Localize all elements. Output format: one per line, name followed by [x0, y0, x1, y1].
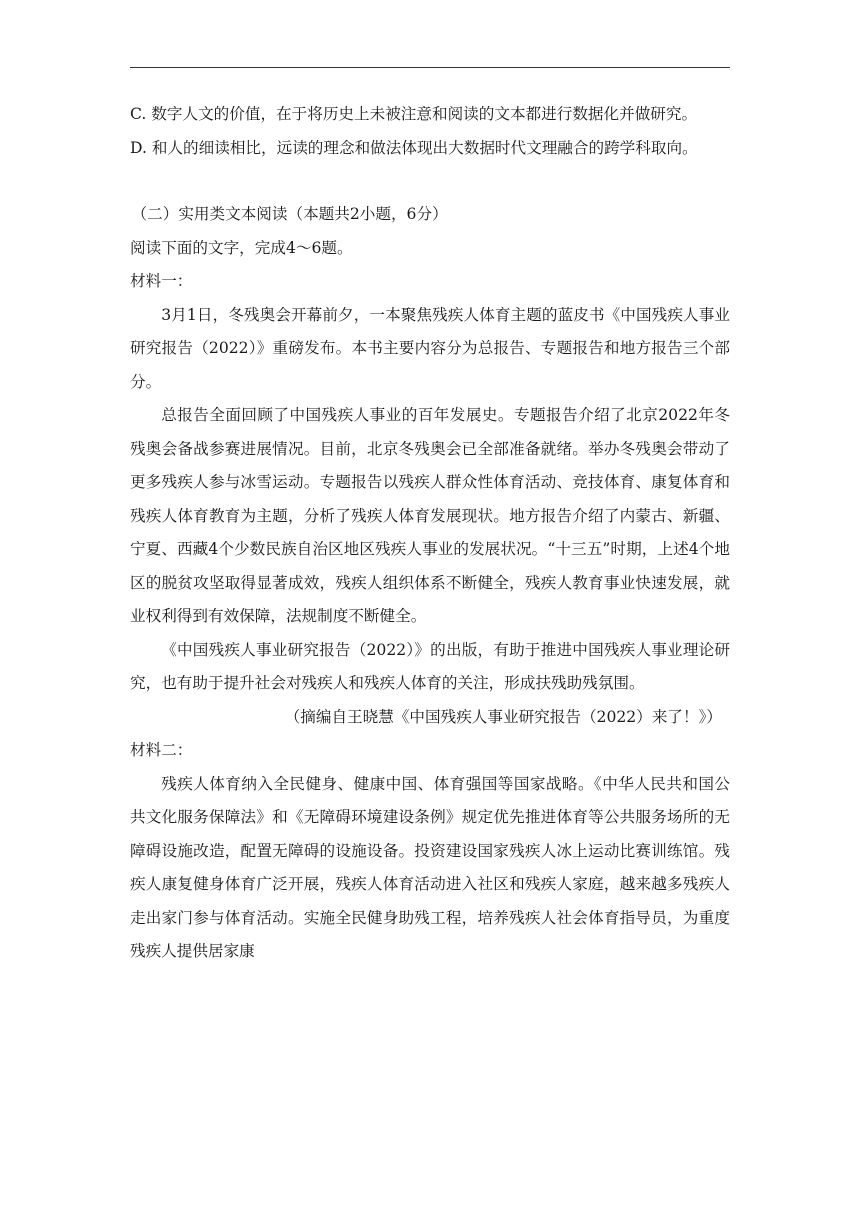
section-heading: （二）实用类文本阅读（本题共2小题，6分） — [131, 205, 448, 223]
section-instruction: 阅读下面的文字，完成4～6题。 — [130, 238, 353, 257]
header-rule — [130, 67, 730, 68]
material1-paragraph: 《中国残疾人事业研究报告（2022）》的出版，有助于推进中国残疾人事业理论研究，也有助于提升社会对残疾人和残疾人体育的关注，形成扶残助残氛围。 — [130, 640, 730, 692]
material2-paragraph: 残疾人体育纳入全民健身、健康中国、体育强国等国家战略。《中华人民共和国公共文化服务保障法》和《无障碍环境建设条例》规定优先推进体育等公共服务场所的无障碍设施改造，配置无障碍的设施设备。投资建设国家残疾人冰上运动比赛训练馆。残疾人康复健身体育广泛开展，残疾人体育活动进入社区和残疾人家庭，越来越多残疾人走出家门参与体育活动。实施全民健身助残工程，培养残疾人社会体育指导员，为重度残疾人提供居家康 — [130, 774, 730, 960]
material2-title: 材料二： — [130, 741, 193, 759]
material1-title: 材料一： — [130, 272, 193, 290]
option-c: C. 数字人文的价值，在于将历史上未被注意和阅读的文本都进行数据化并做研究。 — [130, 105, 698, 123]
material1-paragraph: 总报告全面回顾了中国残疾人事业的百年发展史。专题报告介绍了北京2022年冬残奥会备战参赛进展情况。目前，北京冬残奥会已全部准备就绪。举办冬残奥会带动了更多残疾人参与冰雪运动。专题报告以残疾人群众性体育活动、竞技体育、康复体育和残疾人体育教育为主题，分析了残疾人体育发展现状。地方报告介绍了内蒙古、新疆、宁夏、西藏4个少数民族自治区地区残疾人事业的发展状况。“十三五”时期，上述4个地区的脱贫攻坚取得显著成效，残疾人组织体系不断健全，残疾人教育事业快速发展，就业权利得到有效保障，法规制度不断健全。 — [130, 406, 730, 625]
document-body — [130, 98, 730, 969]
option-d: D. 和人的细读相比，远读的理念和做法体现出大数据时代文理融合的跨学科取向。 — [130, 138, 698, 157]
material1-source: （摘编自王晓慧《中国残疾人事业研究报告（2022）来了！》） — [284, 707, 722, 726]
material1-paragraph: 3月1日，冬残奥会开幕前夕，一本聚焦残疾人体育主题的蓝皮书《中国残疾人事业研究报告（2022）》重磅发布。本书主要内容分为总报告、专题报告和地方报告三个部分。 — [130, 305, 730, 391]
